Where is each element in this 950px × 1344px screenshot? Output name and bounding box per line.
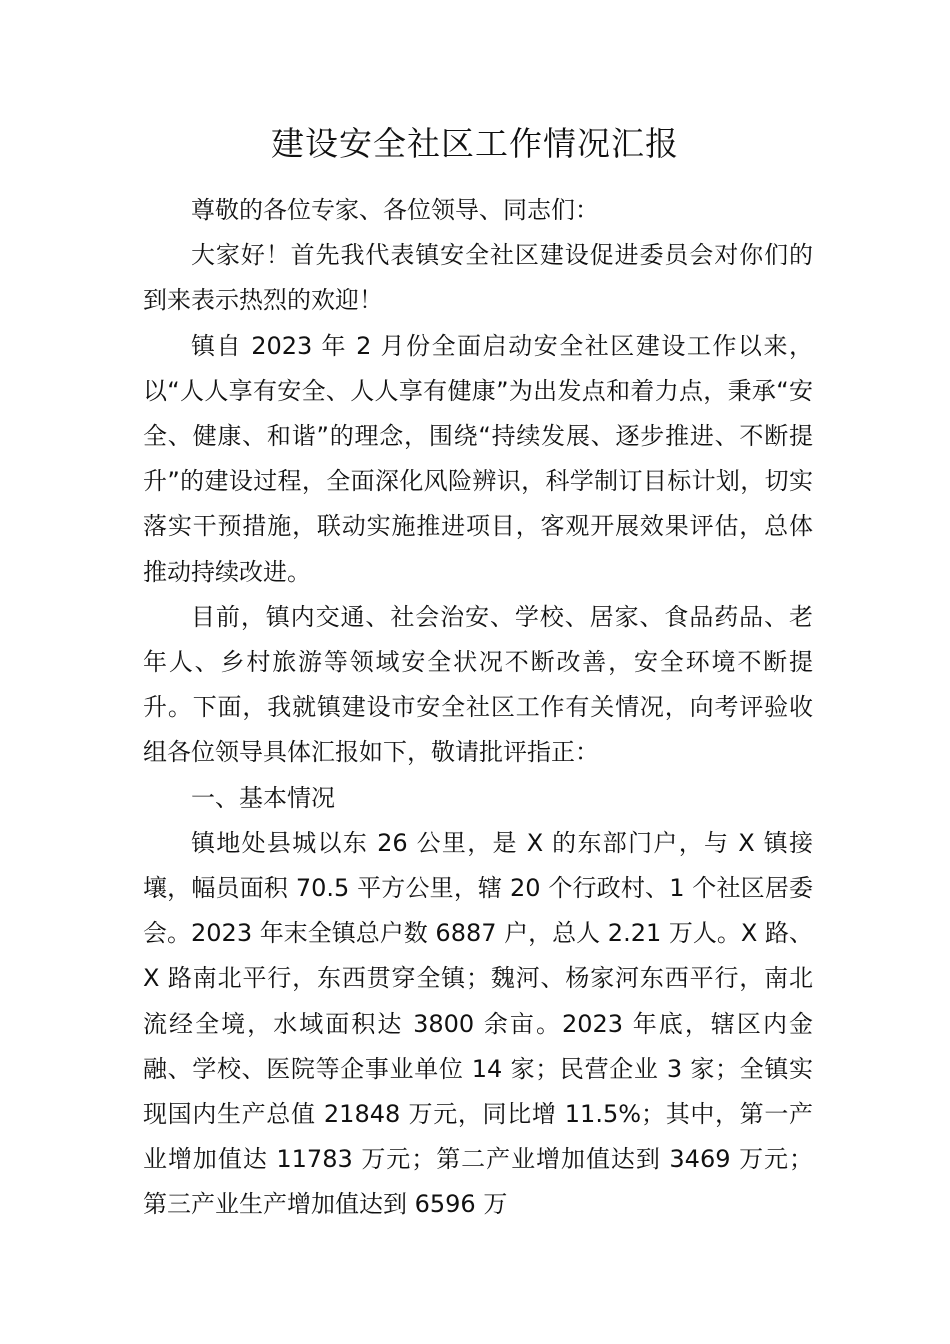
salutation-paragraph: 尊敬的各位专家、各位领导、同志们： bbox=[191, 196, 599, 224]
greeting-paragraph: 大家好！首先我代表镇安全社区建设促进委员会对你们的到来表示热烈的欢迎！ bbox=[143, 241, 813, 315]
section-heading-basic-info: 一、基本情况 bbox=[191, 783, 335, 812]
basic-info-paragraph: 镇地处县城以东 26 公里，是 X 的东部门户，与 X 镇接壤，幅员面积 70.5 平方公里，辖 20 个行政村、1 个社区居委会。2023 年末全镇总户数 6887 户，总人 2.21 万人。X 路、X 路南北平行，东西贯穿全镇；魏河、杨家河东西平行，南北流经全境，水域面积达 3800 余亩。2023 年底，辖区内金融、学校、医院等企事业单位 14 家；民营企业 3 家；全镇实现国内生产总值 21848 万元，同比增 11.5%；其中，第一产业增加值达 11783 万元；第二产业增加值达到 3469 万元；第三产业生产增加值达到 6596 万 bbox=[143, 828, 813, 1219]
document-title: 建设安全社区工作情况汇报 bbox=[271, 124, 679, 163]
intro-paragraph: 镇自 2023 年 2 月份全面启动安全社区建设工作以来，以“人人享有安全、人人享有健康”为出发点和着力点，秉承“安全、健康、和谐”的理念，围绕“持续发展、逐步推进、不断提升”的建设过程，全面深化风险辨识，科学制订目标计划，切实落实干预措施，联动实施推进项目，客观开展效果评估，总体推动持续改进。 bbox=[143, 331, 813, 586]
document-body bbox=[143, 188, 813, 1228]
current-status-paragraph: 目前，镇内交通、社会治安、学校、居家、食品药品、老年人、乡村旅游等领域安全状况不断改善，安全环境不断提升。下面，我就镇建设市安全社区工作有关情况，向考评验收组各位领导具体汇报如下，敬请批评指正： bbox=[143, 602, 813, 767]
